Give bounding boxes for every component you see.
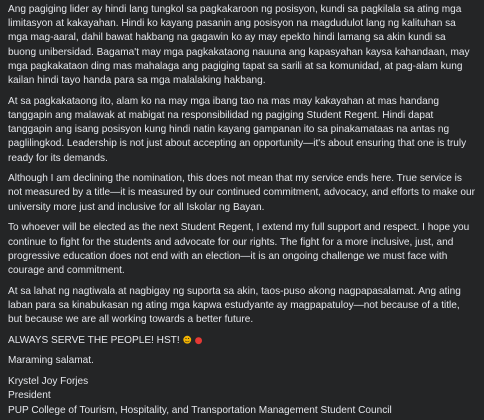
post-paragraph-1: Ang pagiging lider ay hindi lang tungkol sa pagkakaroon ng posisyon, kundi sa pagkilala sa ating mga limitasyon at kakayahan. Hindi ko kayang pasanin ang posisyon na magdudulot lang ng kalituhan sa mga mag-aaral, dahil bawat hakbang na gagawin ko ay may epekto hindi lamang sa akin kundi sa buong unibersidad. Bagama't may mga pagkakataong nauuna ang kapasyahan kaysa kahandaan, may mga pagkakataon ding mas mahalaga ang pagiging tapat sa sarili at sa komunidad, at pag-alam kung kailan hindi tayo handa para sa mga malalaking hakbang. [8, 4, 470, 87]
post-paragraph-4: To whoever will be elected as the next Student Regent, I extend my full support and respect. I hope you continue to fight for the students and advocate for our rights. The fight for a more inclusive, just, and progressive education does not end with an election—it is an ongoing challenge we must face with courage and commitment. [8, 222, 470, 276]
tomato-icon: ● [194, 335, 203, 346]
post-paragraph-2: At sa pagkakataong ito, alam ko na may mga ibang tao na mas may kakayahan at mas handang tanggapin ang malawak at mabigat na responsibilidad ng pagiging Student Regent. Hindi dapat tanggapin ang isang posisyon kung hindi natin kayang gampanan ito sa pinakamataas na antas ng paglilingkod. Leadership is not just about accepting an opportunity—it's about ensuring that one is truly ready for its demands. [8, 95, 467, 164]
signature-org: PUP College of Tourism, Hospitality, and Transportation Management Student Council [8, 404, 392, 416]
signature [8, 375, 476, 418]
slogan-text: ALWAYS SERVE THE PEOPLE! HST! [8, 334, 180, 346]
signature-title: President [8, 390, 51, 402]
slogan-line [8, 334, 476, 348]
signature-name: Krystel Joy Forjes [8, 376, 89, 388]
post-paragraph-3: Although I am declining the nomination, this does not mean that my service ends here. True service is not measured by a title—it is measured by our continued commitment, advocacy, and efforts to make our university more just and inclusive for all Iskolar ng Bayan. [8, 173, 475, 213]
closing-text: Maraming salamat. [8, 355, 94, 367]
post-paragraph-5: At sa lahat ng nagtiwala at nagbigay ng suporta sa akin, taos-puso akong nagpapasalamat. Ang ating laban para sa kinabukasan ng ating mga kapwa estudyante ay magpapatuloy—not because of a title, but because we are all working towards a better future. [8, 285, 461, 326]
hugging-face-icon: ☻ [182, 335, 192, 346]
